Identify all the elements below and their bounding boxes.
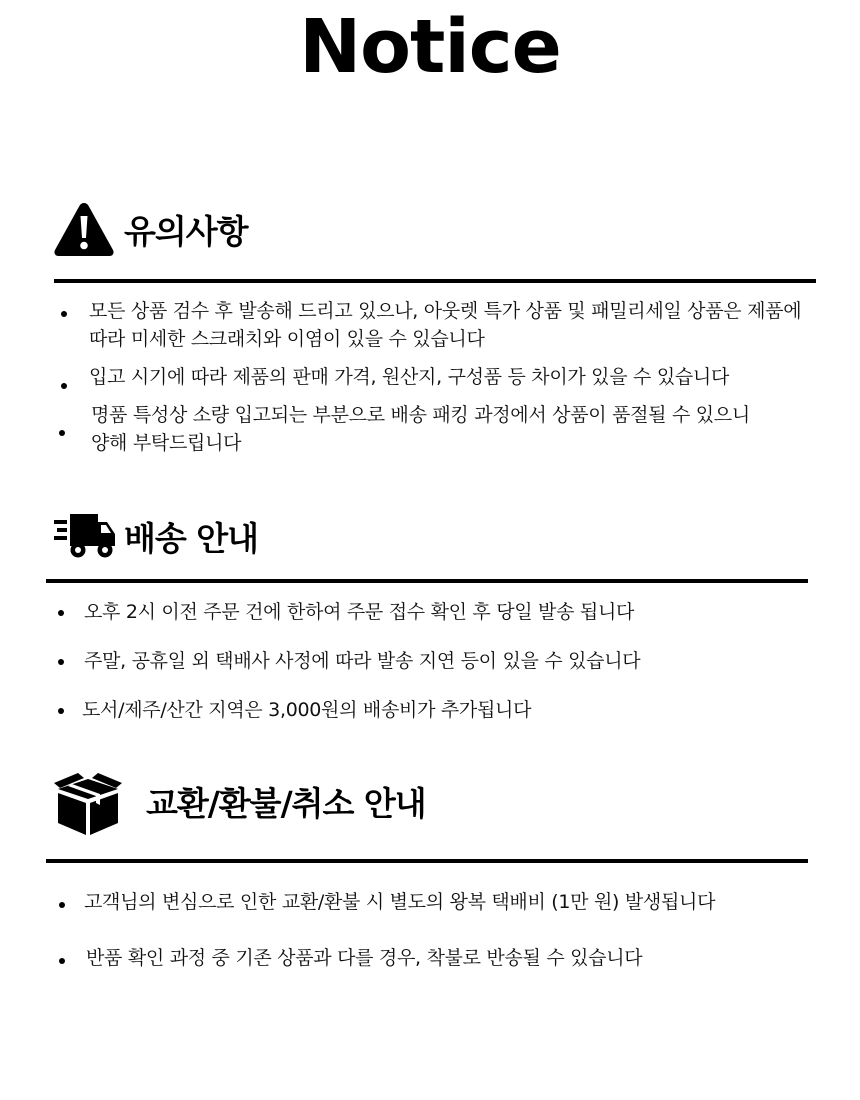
list-item: [54, 598, 824, 626]
list-item-text-line: 고객님의 변심으로 인한 교환/환불 시 별도의 왕복 택배비 (1만 원) 발생됩니다: [84, 891, 716, 913]
list-item-text-line: 반품 확인 과정 중 기존 상품과 다를 경우, 착불로 반송될 수 있습니다: [86, 947, 643, 969]
list-item-text-line: 오후 2시 이전 주문 건에 한하여 주문 접수 확인 후 당일 발송 됩니다: [84, 601, 635, 623]
section-title: 교환/환불/취소 안내: [146, 783, 426, 823]
delivery-truck-icon: [54, 512, 116, 560]
section-divider: [46, 859, 808, 863]
page-title: Notice: [299, 4, 561, 90]
bullet: [59, 958, 65, 964]
list-item: [54, 944, 824, 972]
bullet: [59, 430, 65, 436]
exchange-list: [54, 888, 824, 972]
section-divider: [46, 579, 808, 583]
notice-list: [54, 297, 824, 457]
bullet: [61, 311, 67, 317]
list-item-text-line: 도서/제주/산간 지역은 3,000원의 배송비가 추가됩니다: [82, 699, 532, 721]
bullet: [59, 902, 65, 908]
list-item: [54, 647, 824, 675]
section-heading-notice: [52, 200, 248, 258]
list-item: [54, 888, 824, 916]
section-divider: [54, 279, 816, 283]
section-title: 배송 안내: [124, 518, 259, 558]
list-item-text-line: 따라 미세한 스크래치와 이염이 있을 수 있습니다: [89, 328, 485, 350]
list-item-text-line: 명품 특성상 소량 입고되는 부분으로 배송 패킹 과정에서 상품이 품절될 수 있으니: [91, 404, 750, 426]
list-item: [54, 363, 824, 391]
package-box-icon: [52, 765, 124, 837]
bullet: [61, 383, 67, 389]
bullet: [58, 708, 64, 714]
section-heading-delivery: [54, 512, 258, 560]
warning-icon: [52, 200, 116, 258]
list-item-text-line: 입고 시기에 따라 제품의 판매 가격, 원산지, 구성품 등 차이가 있을 수 있습니다: [89, 366, 730, 388]
list-item-text-line: 양해 부탁드립니다: [91, 432, 242, 454]
delivery-list: [54, 598, 824, 724]
bullet: [58, 610, 64, 616]
list-item-text-line: 모든 상품 검수 후 발송해 드리고 있으나, 아웃렛 특가 상품 및 패밀리세일 상품은 제품에: [89, 300, 802, 322]
list-item: [54, 401, 824, 457]
list-item-text-line: 주말, 공휴일 외 택배사 사정에 따라 발송 지연 등이 있을 수 있습니다: [84, 650, 641, 672]
list-item: [54, 297, 824, 353]
section-heading-exchange: [52, 765, 426, 837]
bullet: [58, 659, 64, 665]
section-title: 유의사항: [124, 211, 248, 251]
list-item: [54, 696, 824, 724]
